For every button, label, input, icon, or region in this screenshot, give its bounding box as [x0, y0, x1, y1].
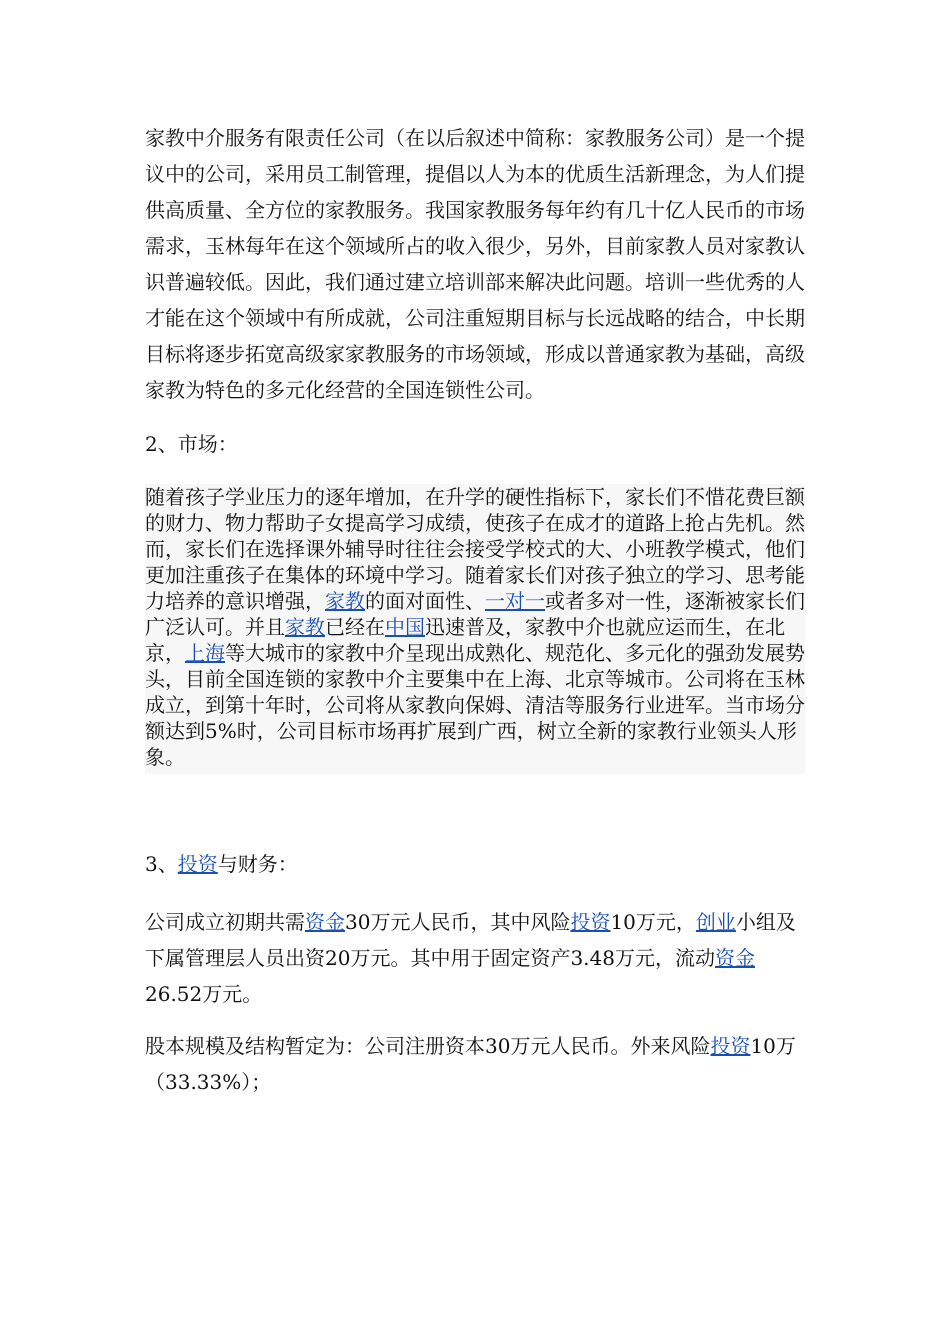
link-capital-1[interactable]: 资金: [305, 910, 345, 934]
market-text-4: 已经在: [325, 615, 385, 639]
invest-heading: [145, 846, 805, 882]
document-page: [145, 120, 805, 1100]
invest-p1-text-c: 10万元，: [610, 910, 696, 934]
link-one-to-one[interactable]: 一对一: [485, 589, 545, 613]
intro-paragraph: 家教中介服务有限责任公司（在以后叙述中简称：家教服务公司）是一个提议中的公司，采用员工制管理，提倡以人为本的优质生活新理念，为人们提供高质量、全方位的家教服务。我国家教服务每年约有几十亿人民币的市场需求，玉林每年在这个领域所占的收入很少，另外，目前家教人员对家教认识普遍较低。因此，我们通过建立培训部来解决此问题。培训一些优秀的人才能在这个领域中有所成就，公司注重短期目标与长远战略的结合，中长期目标将逐步拓宽高级家家教服务的市场领域，形成以普通家教为基础，高级家教为特色的多元化经营的全国连锁性公司。: [145, 126, 805, 402]
invest-p1-text-b: 30万元人民币，其中风险: [345, 910, 571, 934]
link-invest-heading[interactable]: 投资: [177, 852, 218, 876]
market-heading: 2、市场：: [145, 432, 238, 456]
invest-p1-text-a: 公司成立初期共需: [145, 910, 305, 934]
invest-paragraph-1: [145, 904, 805, 1012]
invest-p2-text-a: 股本规模及结构暂定为：公司注册资本30万元人民币。外来风险: [145, 1034, 711, 1058]
invest-heading-prefix: 3、: [145, 852, 178, 876]
link-jiajiao-1[interactable]: 家教: [325, 589, 365, 613]
invest-p2-text-b: 10万（33.33%）；: [145, 1034, 796, 1094]
link-shanghai[interactable]: 上海: [185, 641, 225, 665]
market-text-5: 迅速普及，家教中介也就应运而生，在北京，: [145, 615, 785, 665]
market-text-1: 随着孩子学业压力的逐年增加，在升学的硬性指标下，家长们不惜花费巨额的财力、物力帮助子女提高学习成绩，使孩子在成才的道路上抢占先机。然而，家长们在选择课外辅导时往往会接受学校式的大、小班教学模式，他们更加注重孩子在集体的环境中学习。随着家长们对孩子独立的学习、思考能力培养的意识增强，: [145, 485, 805, 613]
invest-p1-text-d: 小组及下属管理层人员出资20万元。其中用于固定资产3.48万元，流动: [145, 910, 796, 970]
market-paragraph: [145, 484, 805, 774]
link-capital-2[interactable]: 资金: [714, 946, 755, 970]
market-text-2: 的面对面性、: [365, 589, 485, 613]
link-jiajiao-2[interactable]: 家教: [285, 615, 325, 639]
link-startup[interactable]: 创业: [695, 910, 736, 934]
invest-heading-suffix: 与财务：: [217, 852, 298, 876]
invest-p1-text-e: 26.52万元。: [145, 982, 263, 1006]
link-invest-1[interactable]: 投资: [570, 910, 611, 934]
market-text-6: 等大城市的家教中介呈现出成熟化、规范化、多元化的强劲发展势头，目前全国连锁的家教中介主要集中在上海、北京等城市。公司将在玉林成立，到第十年时，公司将从家教向保姆、清洁等服务行业进军。当市场分额达到5%时，公司目标市场再扩展到广西，树立全新的家教行业领头人形象。: [145, 641, 805, 769]
market-text-3: 或者多对一性，逐渐被家长们广泛认可。并且: [145, 589, 805, 639]
link-china[interactable]: 中国: [385, 615, 425, 639]
link-invest-2[interactable]: 投资: [710, 1034, 751, 1058]
invest-paragraph-2: [145, 1028, 805, 1100]
